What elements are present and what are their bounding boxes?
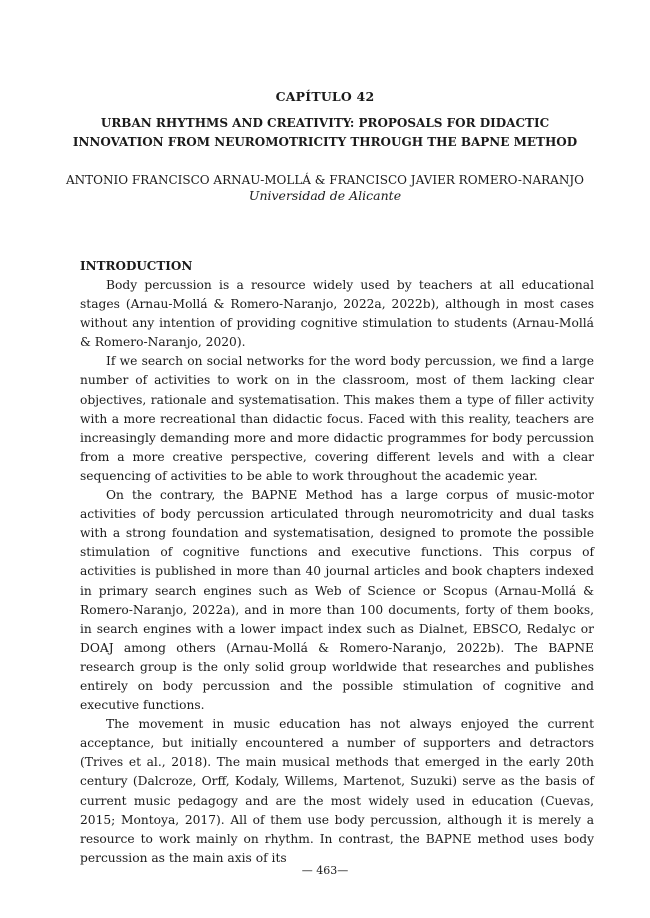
section-heading: INTRODUCTION [80,259,193,273]
page-number: — 463— [301,864,349,877]
authors: ANTONIO FRANCISCO ARNAU-MOLLÁ & FRANCISCO JAVIER ROMERO-NARANJO [66,173,584,187]
paragraph: If we search on social networks for the word body percussion, we find a large number of activities to work on in the classroom, most of them lacking clear objectives, rationale and systematisation. This makes them a type of filler activity with a more recreational than didactic focus. Faced with this reality, teachers are increasingly demanding more and more didactic programmes for body percussion from a more creative perspective, covering different levels and with a clear sequencing of activities to be able to work throughout the academic year. [80,354,594,483]
affiliation: Universidad de Alicante [248,188,402,203]
chapter-title: URBAN RHYTHMS AND CREATIVITY: PROPOSALS FOR DIDACTIC INNOVATION FROM NEUROMOTRICITY THROUGH THE BAPNE METHOD [72,116,578,149]
body-text [80,276,594,868]
paragraph: Body percussion is a resource widely used by teachers at all educational stages (Arnau-Mollá & Romero-Naranjo, 2022a, 2022b), although in most cases without any intention of providing cognitive stimulation to students (Arnau-Mollá & Romero-Naranjo, 2020). [80,278,594,350]
paragraph: The movement in music education has not always enjoyed the current acceptance, but initially encountered a number of supporters and detractors (Trives et al., 2018). The main musical methods that emerged in the early 20th century (Dalcroze, Orff, Kodaly, Willems, Martenot, Suzuki) serve as the basis of current music pedagogy and are the most widely used in education (Cuevas, 2015; Montoya, 2017). All of them use body percussion, although it is merely a resource to work mainly on rhythm. In contrast, the BAPNE method uses body percussion as the main axis of its [80,717,594,865]
paragraph: On the contrary, the BAPNE Method has a large corpus of music-motor activities of body percussion articulated through neuromotricity and dual tasks with a strong foundation and systematisation, designed to promote the possible stimulation of cognitive functions and executive functions. This corpus of activities is published in more than 40 journal articles and book chapters indexed in primary search engines such as Web of Science or Scopus (Arnau-Mollá & Romero-Naranjo, 2022a), and in more than 100 documents, forty of them books, in search engines with a lower impact index such as Dialnet, EBSCO, Redalyc or DOAJ among others (Arnau-Mollá & Romero-Naranjo, 2022b). The BAPNE research group is the only solid group worldwide that researches and publishes entirely on body percussion and the possible stimulation of cognitive and executive functions. [80,488,594,713]
chapter-label: CAPÍTULO 42 [275,89,375,104]
